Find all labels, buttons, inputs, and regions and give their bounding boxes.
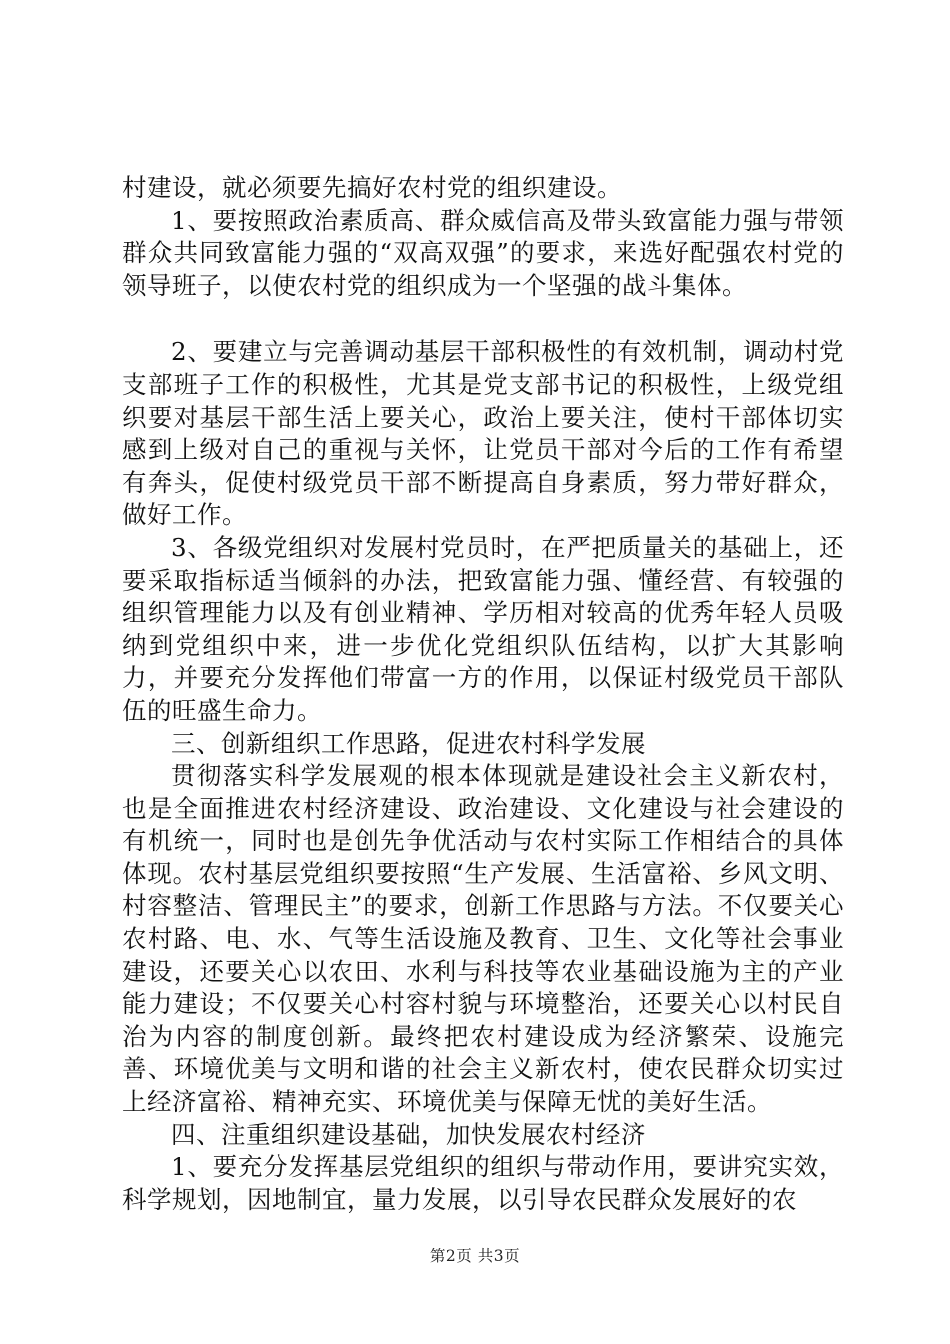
paragraph-section-4-item-1: 1、要充分发挥基层党组织的组织与带动作用，要讲究实效，科学规划，因地制宜，量力发展，以引导农民群众发展好的农 (122, 1152, 844, 1214)
paragraph-item-3: 3、各级党组织对发展村党员时，在严把质量关的基础上，还要采取指标适当倾斜的办法，把致富能力强、懂经营、有较强的组织管理能力以及有创业精神、学历相对较高的优秀年轻人员吸纳到党组织中来，进一步优化党组织队伍结构，以扩大其影响力，并要充分发挥他们带富一方的作用，以保证村级党员干部队伍的旺盛生命力。 (122, 532, 844, 725)
paragraph-item-1: 1、要按照政治素质高、群众威信高及带头致富能力强与带领群众共同致富能力强的“双高双强”的要求，来选好配强农村党的领导班子，以使农村党的组织成为一个坚强的战斗集体。 (122, 205, 844, 300)
page-number-footer: 第2页 共3页 (429, 1247, 521, 1265)
paragraph-item-2: 2、要建立与完善调动基层干部积极性的有效机制，调动村党支部班子工作的积极性，尤其是党支部书记的积极性，上级党组织要对基层干部生活上要关心，政治上要关注，使村干部体切实感到上级对自己的重视与关怀，让党员干部对今后的工作有希望有奔头，促使村级党员干部不断提高自身素质，努力带好群众，做好工作。 (122, 337, 844, 530)
document-body (122, 172, 844, 1216)
section-heading-3: 三、创新组织工作思路，促进农村科学发展 (171, 728, 646, 758)
paragraph-continuation: 村建设，就必须要先搞好农村党的组织建设。 (122, 173, 622, 202)
paragraph-section-3-body: 贯彻落实科学发展观的根本体现就是建设社会主义新农村，也是全面推进农村经济建设、政治建设、文化建设与社会建设的有机统一，同时也是创先争优活动与农村实际工作相结合的具体体现。农村基层党组织要按照“生产发展、生活富裕、乡风文明、村容整洁、管理民主”的要求，创新工作思路与方法。不仅要关心农村路、电、水、气等生活设施及教育、卫生、文化等社会事业建设，还要关心以农田、水利与科技等农业基础设施为主的产业能力建设；不仅要关心村容村貌与环境整治，还要关心以村民自治为内容的制度创新。最终把农村建设成为经济繁荣、设施完善、环境优美与文明和谐的社会主义新农村，使农民群众切实过上经济富裕、精神充实、环境优美与保障无忧的美好生活。 (122, 761, 844, 1117)
section-heading-4: 四、注重组织建设基础，加快发展农村经济 (171, 1119, 646, 1149)
